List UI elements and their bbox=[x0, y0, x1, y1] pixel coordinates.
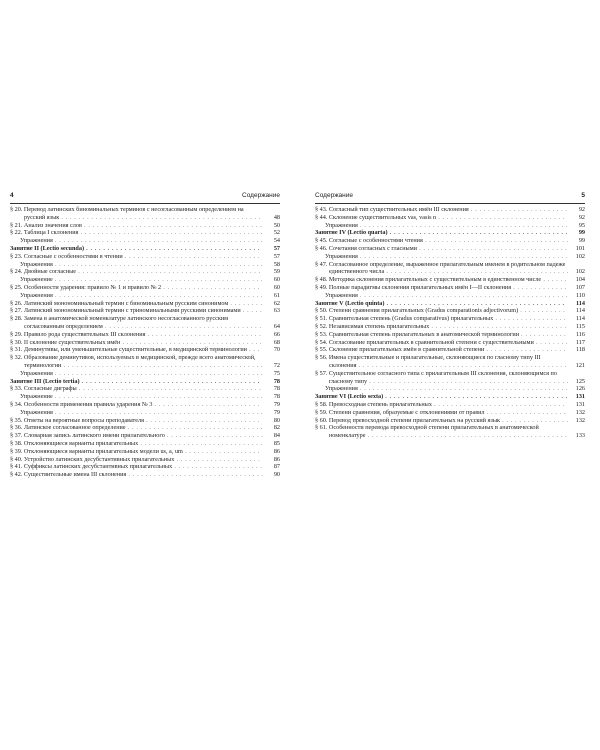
dot-leader: . . . . . . . . . . . . . . . . . . . . . . . . . . . . . . . . . . . . . . . . . . . . . . . . . bbox=[357, 221, 569, 229]
toc-entry-title: § 40. Устройство латинских десубстантивных прилагательных bbox=[10, 455, 175, 463]
toc-entry-title: § 26. Латинский монономинальный термин с биноминальным русским синонимом bbox=[10, 299, 229, 307]
toc-page-number: 57 bbox=[273, 244, 280, 252]
toc-page-number: 80 bbox=[273, 416, 280, 424]
toc-page-number: 78 bbox=[273, 377, 280, 385]
dot-leader: . . . . . . . . . . . . . . . . . . . . . . . . . . . . . . . . . . . . . . . . . . . . . . . . . bbox=[52, 369, 264, 377]
toc-page-number: 60 bbox=[273, 283, 280, 291]
toc-page-number: 92 bbox=[578, 206, 585, 213]
toc-page-number: 66 bbox=[273, 330, 280, 338]
toc-page-number: 132 bbox=[575, 408, 585, 416]
toc-entry bbox=[10, 385, 280, 393]
toc-entry bbox=[315, 417, 585, 425]
toc-page-number: 86 bbox=[273, 447, 280, 455]
toc-entry bbox=[10, 456, 280, 464]
toc-entry bbox=[315, 206, 585, 214]
dot-leader: . . . . . . . . . . . . . . . . . . . . . . . . . . . . . . . . . . . . . . . . . . . . . . . bbox=[365, 432, 568, 440]
toc-entry-title: Занятие II (Lectio secunda) bbox=[10, 244, 85, 252]
toc-entry bbox=[10, 448, 280, 456]
toc-page-number: 102 bbox=[575, 252, 585, 260]
toc-entry-title: § 48. Методика склонения прилагательных с существительным в единственном числе bbox=[315, 276, 542, 284]
toc-entry bbox=[10, 471, 280, 479]
toc-page-number: 125 bbox=[575, 377, 585, 385]
dot-leader: . . . . . . . . . . . . . . . . . . . . . . . bbox=[161, 283, 260, 291]
toc-page-number: 121 bbox=[575, 361, 585, 369]
right-page bbox=[315, 191, 585, 440]
toc-page-number: 61 bbox=[273, 291, 280, 299]
toc-entry-title: Упражнения bbox=[20, 408, 53, 416]
toc-entry-title: Занятие IV (Lectio quarta) bbox=[315, 229, 388, 237]
toc-entry-title: § 56. Имена существительные и прилагательные, склоняющиеся по гласному типу III склонения bbox=[315, 354, 541, 369]
toc-entry-title: § 22. Таблица I склонения bbox=[10, 229, 79, 237]
toc-page-number: 78 bbox=[273, 385, 280, 393]
toc-entry-title: Упражнения bbox=[325, 385, 358, 393]
toc-page-number: 70 bbox=[273, 346, 280, 354]
running-head bbox=[10, 191, 280, 204]
dot-leader: . . . . . . . . . . . . . . . . . . . . . . . . . . . . . . . . . . . . . . . . . . bbox=[79, 377, 260, 385]
toc-entry-title: § 51. Сравнительная степень (Gradus comparativus) прилагательных bbox=[315, 315, 494, 323]
dot-leader: . . . . . . . . . . . . . . . . . . . . . . . . . . . . . . . . . . . . . . . . . . bbox=[387, 229, 568, 237]
toc-entry-title: § 23. Согласные с особенностями в чтении bbox=[10, 252, 123, 260]
dot-leader: . . . . . . . . . . . . . . . . . . . . . . . . . . . . . . . . bbox=[122, 252, 261, 260]
toc-exercise-entry bbox=[10, 237, 280, 245]
toc-entry-title: § 50. Степени сравнения прилагательных (Gradus comparationis adjectivorum) bbox=[315, 307, 519, 315]
toc-entry-title: § 36. Латинское согласованное определение bbox=[10, 424, 126, 432]
toc-exercise-entry bbox=[10, 261, 280, 269]
toc-page-number: 72 bbox=[273, 361, 280, 369]
toc-page-number: 78 bbox=[273, 393, 280, 401]
toc-entry bbox=[315, 354, 585, 370]
toc-entry bbox=[10, 253, 280, 261]
dot-leader: . . . . . . . . . . . . . . . . . . . . . . . . . . . . . . . . . . . . . . . . . . . bbox=[76, 268, 261, 276]
dot-leader: . . . . . . . . . . . . . . . . . . . . . . . bbox=[468, 206, 568, 213]
dot-leader: . . . . . . . . . . . . . . . . . . . . . . . . . . . . . . . . . . . . . . . . . . . bbox=[78, 229, 263, 237]
toc-entry-title: § 55. Склонение прилагательных имён в сравнительной степени bbox=[315, 346, 485, 354]
toc-exercise-entry bbox=[315, 253, 585, 261]
toc-lesson-heading bbox=[10, 245, 280, 253]
toc-entry bbox=[10, 417, 280, 425]
toc-page-number: 116 bbox=[575, 330, 585, 338]
dot-leader: . . . . . . . . . . . . . . . . . . . . . . . . . . . . . . . . . . . . . . . . . . bbox=[384, 299, 565, 307]
dot-leader: . . . . . . . . . . . . . . . . . . . . . . . . . . . . . . . . . . . . . . . . . . . . . . . . . bbox=[357, 291, 569, 299]
toc-entry-title: § 39. Отклоняющиеся варианты прилагательных модели us, a, um bbox=[10, 447, 183, 455]
toc-entry-title: § 30. II склонение существительных имён bbox=[10, 338, 121, 346]
toc-exercise-entry bbox=[10, 409, 280, 417]
toc-entry-title: Упражнения bbox=[20, 369, 53, 377]
dot-leader: . . . . . . . . bbox=[228, 299, 263, 307]
toc-entry-title: § 49. Полные парадигмы склонения прилагательных имён I—II склонения bbox=[315, 283, 512, 291]
dot-leader: . . . . . . bbox=[541, 276, 567, 284]
toc-page-number: 84 bbox=[273, 432, 280, 440]
toc-page-number: 58 bbox=[273, 260, 280, 268]
toc-page-number: 64 bbox=[273, 322, 280, 330]
dot-leader: . . . . . . . . . . . . . bbox=[511, 283, 567, 291]
dot-leader: . . . . . . . . . . . . . . . . . . . . . . . . . . . . . . . . . . . . . . . . . . . . . . . bbox=[367, 377, 569, 385]
toc-page-number: 107 bbox=[575, 283, 585, 291]
running-title: Содержание bbox=[242, 192, 280, 199]
toc-entry bbox=[10, 300, 280, 308]
dot-leader: . . . . . . . . . . . . . . . . . . . . . . . . . bbox=[152, 400, 260, 408]
toc-entry bbox=[10, 315, 280, 331]
toc-entry-title: § 43. Согласный тип существительных имён III склонения bbox=[315, 206, 469, 213]
toc-entry bbox=[315, 370, 585, 386]
toc-entry bbox=[10, 346, 280, 354]
toc-entry-title: § 59. Степени сравнения, образуемые с отклонениями от правил bbox=[315, 408, 485, 416]
dot-leader: . . . . . . . . . . . . . . . . . . . . . . . . . . . . . . . . . . . . . . . . . . . . . . . . . bbox=[356, 361, 567, 369]
toc-entry-title: § 53. Сравнительная степень прилагательных в анатомической терминологии bbox=[315, 330, 520, 338]
toc-entry bbox=[315, 214, 585, 222]
toc-entry bbox=[315, 315, 585, 323]
toc-page-number: 114 bbox=[576, 299, 585, 307]
toc-page-number: 92 bbox=[578, 213, 585, 221]
toc-entry bbox=[10, 229, 280, 237]
toc-entry-title: Упражнения bbox=[20, 291, 53, 299]
toc-entry bbox=[315, 424, 585, 440]
toc-page-number: 114 bbox=[575, 307, 585, 315]
toc-entry-title: § 45. Согласные с особенностями чтения bbox=[315, 237, 423, 245]
toc-page-number: 131 bbox=[575, 400, 585, 408]
toc-page-number: 133 bbox=[575, 432, 585, 440]
toc-lesson-heading bbox=[315, 300, 585, 308]
toc-page-number: 87 bbox=[273, 463, 280, 471]
toc-entry bbox=[10, 339, 280, 347]
dot-leader: . . . . . . . . . . . . . . . . . . . . . . . . . . . . . . . . . bbox=[120, 338, 263, 346]
toc-entry bbox=[10, 463, 280, 471]
toc-page-number: 115 bbox=[575, 322, 585, 330]
page-number: 4 bbox=[10, 192, 14, 199]
dot-leader: . . . . . . . . . . . . . . . . . . . . . . . . . . . . . . . . . . . . . . . . . . . . . . . bbox=[61, 361, 264, 369]
toc-page-number: 50 bbox=[273, 221, 280, 229]
dot-leader: . . . . . . . . . . . . . . . . . . . . . . . . . . . . . . . . . . . . . . . . . . . . . . . bbox=[59, 213, 262, 221]
page-number: 5 bbox=[581, 192, 585, 199]
dot-leader: . . . . . . . . bbox=[533, 338, 569, 346]
toc-entry bbox=[10, 440, 280, 448]
toc-entry-title: Упражнения bbox=[20, 237, 53, 245]
toc-exercise-entry bbox=[10, 370, 280, 378]
dot-leader: . . . . . . . . . . . . . . . . . . . . . . . . . . . . . . . . . . . . . . . . . . . bbox=[383, 393, 568, 401]
toc-entry bbox=[10, 354, 280, 370]
dot-leader: . . . . . . . . . . . . . . . . bbox=[500, 416, 569, 424]
toc-page-number: 104 bbox=[575, 276, 585, 284]
toc-page-number: 54 bbox=[273, 237, 280, 245]
dot-leader: . . . . . . . . . . . . . . . . . . . . . bbox=[172, 463, 263, 471]
dot-leader: . . . . . . . . . . . bbox=[519, 330, 567, 338]
running-head bbox=[315, 191, 585, 204]
toc-exercise-entry bbox=[10, 276, 280, 284]
toc-page-number: 60 bbox=[273, 276, 280, 284]
dot-leader: . . . . . . . . . . . . . . . . . . . . . . . . . . . . . . . . . . . . . . . . . . . bbox=[384, 268, 569, 276]
dot-leader: . . . . . . . . . . . . . . . . . . . . . . . . . . . . . . . . . . . bbox=[416, 244, 568, 252]
toc-entry-title: § 37. Словарная запись латинского имени прилагательного bbox=[10, 432, 165, 440]
toc-entry bbox=[10, 284, 280, 292]
toc-entry-title: § 38. Отклоняющиеся варианты прилагательных bbox=[10, 439, 139, 447]
toc-entry bbox=[315, 401, 585, 409]
toc-lesson-heading bbox=[315, 229, 585, 237]
toc-entry-title: § 33. Согласные диграфы bbox=[10, 385, 77, 393]
toc-entry bbox=[10, 432, 280, 440]
toc-exercise-entry bbox=[10, 292, 280, 300]
toc-entry bbox=[315, 307, 585, 315]
toc-page-number: 99 bbox=[578, 229, 585, 237]
toc-page-number: 82 bbox=[273, 424, 280, 432]
toc-entry-title: § 20. Перевод латинских биноминальных терминов с несогласованным определением на русский язык bbox=[10, 206, 244, 221]
toc-entry bbox=[315, 276, 585, 284]
toc-entry-title: § 41. Суффиксы латинских десубстантивных прилагательных bbox=[10, 463, 173, 471]
toc-list bbox=[315, 206, 585, 440]
dot-leader: . . . . . . . . . . . . . . . . . . . . bbox=[174, 455, 261, 463]
toc-entry-title: § 28. Замена в анатомической номенклатуре латинского несогласованного русским согласованным определением bbox=[10, 315, 229, 330]
toc-entry-title: § 21. Анализ значения слов bbox=[10, 221, 82, 229]
toc-exercise-entry bbox=[315, 222, 585, 230]
toc-entry-title: Упражнения bbox=[325, 252, 358, 260]
toc-entry bbox=[315, 409, 585, 417]
toc-page-number: 114 bbox=[575, 315, 585, 323]
toc-entry-title: § 58. Превосходная степень прилагательных bbox=[315, 400, 432, 408]
toc-entry bbox=[10, 424, 280, 432]
dot-leader: . . . . . . . . . . . . . . . . . . . . . . . . . . . . . . . . . . bbox=[422, 237, 569, 245]
toc-entry-title: § 42. Существительные имена III склонения bbox=[10, 471, 127, 479]
toc-entry-title: Упражнения bbox=[325, 291, 358, 299]
toc-entry bbox=[10, 401, 280, 409]
toc-entry bbox=[10, 307, 280, 315]
toc-entry-title: § 44. Склонение существительных vas, vasis n bbox=[315, 213, 437, 221]
dot-leader: . . . . . bbox=[240, 307, 263, 315]
dot-leader: . . . . . . . . . . . . . . . . . . . . . . . . . . . . . . . . . . . . . . . . . . . . . . . . . bbox=[52, 408, 264, 416]
toc-entry bbox=[315, 331, 585, 339]
toc-page-number: 126 bbox=[575, 385, 585, 393]
toc-page-number: 86 bbox=[273, 455, 280, 463]
toc-entry bbox=[315, 339, 585, 347]
dot-leader: . . . . . . . . . . . . . . . . . . . . . . . . . . . . . . . . . . . . . . . . . . . . . . . . . bbox=[357, 252, 569, 260]
dot-leader: . . . . . . . . . . . . . . . . . . bbox=[182, 447, 261, 455]
dot-leader: . . . . . . . . . . . . . . . . . . . bbox=[484, 346, 566, 354]
toc-page-number: 85 bbox=[273, 439, 280, 447]
dot-leader: . . . . . . . . . . . . . . . . . . . . . . . . . . . . . . . . . . . . . . . . . . . bbox=[76, 385, 262, 393]
dot-leader: . . . . . . . . . . . . . . . . . . . . . . . . . . . . . . . bbox=[431, 400, 566, 408]
toc-entry-title: Упражнение bbox=[20, 393, 53, 401]
toc-entry-title: § 24. Двойные согласные bbox=[10, 268, 77, 276]
toc-entry-title: § 25. Особенности ударения: правило № 1 и правило № 2 bbox=[10, 283, 162, 291]
toc-entry-title: Упражнения bbox=[20, 260, 53, 268]
toc-page-number: 132 bbox=[575, 416, 585, 424]
toc-entry-title: Упражнение bbox=[20, 276, 53, 284]
dot-leader: . . . . . . . . . . . . . . . . . . . . . . . . . . . . . . . . . . . . . . . . . . . . . . . . . bbox=[52, 260, 264, 268]
dot-leader: . . . . . . . . . . . . . . . . . . . . . . . . . . . . . . . . bbox=[429, 322, 567, 330]
toc-entry-title: § 46. Сочетания согласных с гласными bbox=[315, 244, 417, 252]
toc-page-number: 68 bbox=[273, 338, 280, 346]
toc-page-number: 57 bbox=[273, 252, 280, 260]
toc-entry bbox=[10, 268, 280, 276]
toc-entry-title: Занятие VI (Lectio sexta) bbox=[315, 393, 384, 401]
toc-entry-title: § 61. Особенности перевода превосходной степени прилагательных в анатомической номенклатуре bbox=[315, 424, 539, 440]
dot-leader: . . . . . . . . . . . . . . . . . . . . . . . . . . . . . bbox=[138, 439, 263, 447]
toc-lesson-heading bbox=[10, 378, 280, 386]
toc-entry bbox=[315, 261, 585, 277]
dot-leader: . . . . . . . . . . . . . . . . . . . . . . . . . . . . . . . . . . . . . . . . . . . . . . . . . bbox=[357, 385, 569, 393]
dot-leader: . . . . . . . . . . . . . . . . . . . . . . . . . . . . . . . . bbox=[125, 424, 264, 432]
toc-page-number: 63 bbox=[273, 307, 280, 315]
toc-entry-title: § 60. Перевод превосходной степени прилагательных на русский язык bbox=[315, 416, 500, 424]
dot-leader: . . . . . . . . . . . . . . . . . . . . . . . . . . . bbox=[145, 330, 262, 338]
toc-entry-title: § 27. Латинский монономинальный термин с триноминальными русскими синонимами bbox=[10, 307, 241, 315]
toc-page-number: 99 bbox=[578, 237, 585, 245]
dot-leader: . . . . . . . . . . . . . . . . . . . . . . . . . . . . . . . . . . . . . . . . . . . . . . . . . bbox=[52, 237, 264, 245]
toc-exercise-entry bbox=[10, 393, 280, 401]
dot-leader: . . . . . . . . . . . . . . . . . . . . . . . . . . . . . . . . . . . . . . . . . bbox=[84, 244, 261, 252]
toc-entry-title: § 32. Образование деминутивов, используемых в медицинской, прежде всего анатомической, терминологии bbox=[10, 354, 256, 369]
toc-page-number: 118 bbox=[575, 346, 585, 354]
toc-entry bbox=[315, 284, 585, 292]
toc-entry bbox=[315, 237, 585, 245]
toc-entry-title: § 47. Согласованное определение, выраженное прилагательным именем в родительном падеже единственного числа bbox=[315, 260, 566, 276]
toc-page-number: 59 bbox=[273, 268, 280, 276]
toc-entry-title: § 54. Согласование прилагательных в сравнительной степени с существительными bbox=[315, 338, 534, 346]
toc-page-number: 101 bbox=[575, 244, 585, 252]
toc-entry-title: Занятие III (Lectio tertia) bbox=[10, 377, 80, 385]
toc-page-number: 75 bbox=[273, 369, 280, 377]
dot-leader: . . . . . . . . . . . . . . . . . . . . . . . . . . . . . . . . . . . . . bbox=[102, 322, 262, 330]
dot-leader: . . . . . . . . . . . . . . . . . . . . . . . . . . . . . . bbox=[436, 213, 565, 221]
toc-entry-title: § 31. Деминутивы, или уменьшительные существительные, в медицинской терминологии bbox=[10, 346, 247, 354]
dot-leader: . . . . . . . . . . . . . . . . . . . . . . . bbox=[164, 432, 264, 440]
toc-page-number: 110 bbox=[575, 291, 585, 299]
toc-entry-title: § 35. Ответы на вероятные вопросы преподавателя bbox=[10, 416, 144, 424]
toc-entry-title: Упражнения bbox=[325, 221, 358, 229]
dot-leader: . . . . . . . . . . . . . . . . . . . bbox=[484, 408, 567, 416]
toc-entry bbox=[315, 346, 585, 354]
toc-entry bbox=[10, 331, 280, 339]
dot-leader: . . . . . . . . . . . . . . . . . . . . . . . . . . . . . . . . . . . . . . . . . . bbox=[81, 221, 263, 229]
toc-entry-title: Занятие V (Lectio quinta) bbox=[315, 299, 385, 307]
toc-page-number: 95 bbox=[578, 221, 585, 229]
left-page bbox=[10, 191, 280, 479]
toc-page-number: 48 bbox=[273, 213, 280, 221]
toc-entry bbox=[315, 245, 585, 253]
dot-leader: . . . . . . . . . . . . . . . . . . . . . . . . . . . . . . . . . . . . . . . . . . . . . . . . . bbox=[52, 276, 264, 284]
toc-page-number: 52 bbox=[273, 229, 280, 237]
toc-page-number: 62 bbox=[273, 299, 280, 307]
toc-page-number: 117 bbox=[575, 338, 585, 346]
toc-page-number: 79 bbox=[273, 408, 280, 416]
toc-lesson-heading bbox=[315, 393, 585, 401]
toc-entry bbox=[10, 206, 280, 222]
toc-page-number: 102 bbox=[575, 268, 585, 276]
dot-leader: . . . . . . . . . . . . . . . . . . . . . . . . . . . . . . . . bbox=[126, 471, 264, 479]
dot-leader: . . . . . . . . . . . . . . . . . . . . . . . . . . . . . . . . . . . . . . . . . . . . . . . . . bbox=[52, 291, 264, 299]
toc-entry bbox=[10, 222, 280, 230]
dot-leader: . . . . . . . . . . . . . . . . . . . . . . . . . . . . . . . . . . . . . . . . . . . . . . . . . bbox=[52, 393, 264, 401]
toc-exercise-entry bbox=[315, 385, 585, 393]
toc-entry bbox=[315, 323, 585, 331]
dot-leader: . . . . . . . . . . . . . . . . . bbox=[493, 315, 567, 323]
toc-list bbox=[10, 206, 280, 479]
toc-entry-title: § 29. Правило рода существительных III склонения bbox=[10, 330, 146, 338]
running-title: Содержание bbox=[315, 192, 353, 199]
dot-leader: . . . . . . . . . . . bbox=[518, 307, 566, 315]
toc-page-number: 131 bbox=[575, 393, 585, 401]
dot-leader: . . . bbox=[247, 346, 260, 354]
toc-entry-title: § 52. Независимая степень прилагательных bbox=[315, 322, 430, 330]
toc-entry-title: § 57. Существительное согласного типа с прилагательным III склонения, склоняющимся по гласному типу bbox=[315, 369, 557, 385]
toc-entry-title: § 34. Особенности применения правила ударения № 3 bbox=[10, 400, 153, 408]
toc-page-number: 79 bbox=[273, 400, 280, 408]
toc-exercise-entry bbox=[315, 292, 585, 300]
toc-page-number: 90 bbox=[273, 471, 280, 479]
dot-leader: . . . . . . . . . . . . . . . . . . . . . . . . . . . bbox=[143, 416, 260, 424]
